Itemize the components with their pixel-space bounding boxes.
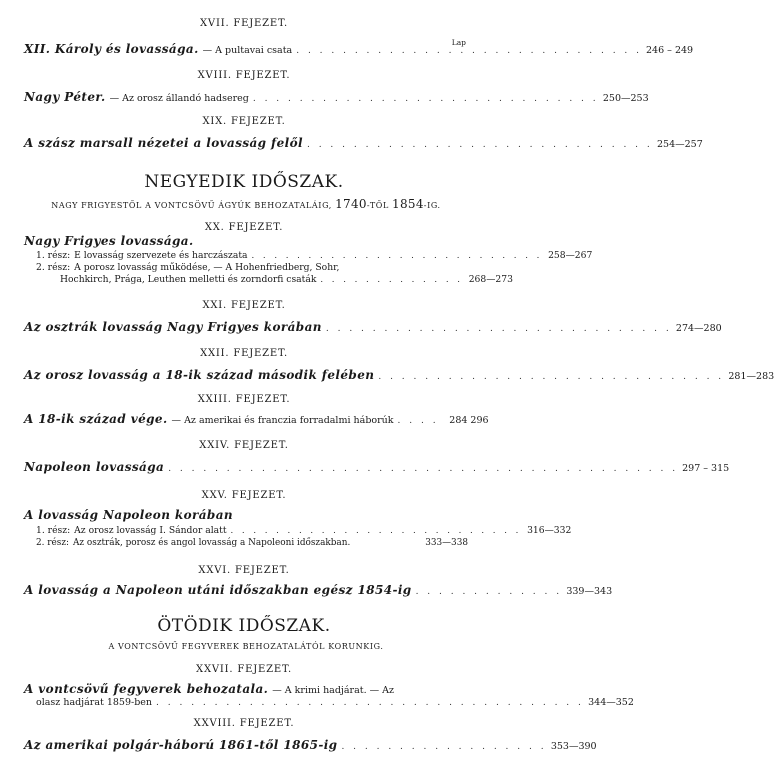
entry-title: Napoleon lovassága xyxy=(24,460,165,474)
entry-pages: 258—267 xyxy=(548,250,593,261)
leader-dots: . . . . . . . . . . . . . . . . . . . . . . . . . . xyxy=(230,526,522,536)
part-number: 2. rész: xyxy=(36,262,71,273)
entry-pages: 353—390 xyxy=(550,741,597,752)
chapter-heading: XXI. FEJEZET. xyxy=(202,300,286,311)
part-number: 1. rész: xyxy=(36,525,71,536)
entry-pages: 339—343 xyxy=(566,586,613,597)
toc-entry xyxy=(24,320,722,336)
part-number: 2. rész: xyxy=(36,538,70,548)
entry-title: Nagy Frigyes lovassága. xyxy=(24,234,194,248)
entry-title: A vontcsövű fegyverek behozatala. xyxy=(24,682,269,696)
entry-title: A szász marsall nézetei a lovasság felől xyxy=(24,136,303,150)
toc-subentry xyxy=(36,250,593,261)
entry-pages: 246 – 249 xyxy=(646,45,694,56)
toc-entry xyxy=(24,460,730,476)
toc-entry xyxy=(24,412,489,428)
section-year-start: 1740 xyxy=(335,197,367,211)
toc-entry xyxy=(24,42,694,58)
entry-subtitle: — Az amerikai és franczia forradalmi háborúk xyxy=(171,415,394,426)
chapter-heading: XX. FEJEZET. xyxy=(204,222,284,233)
entry-pages: 250—253 xyxy=(602,93,649,104)
leader-dots: . . . . . . . . . . . . . . . . . . . . . . . . . . . . . . xyxy=(325,324,672,334)
entry-title: XII. Károly és lovassága. xyxy=(24,42,199,56)
chapter-heading: XXV. FEJEZET. xyxy=(201,490,287,501)
entry-pages: 297 – 315 xyxy=(682,463,730,474)
entry-title: A 18-ik század vége. xyxy=(24,412,168,426)
toc-entry xyxy=(24,682,634,712)
section-subtitle-from: -TŐL xyxy=(366,201,389,210)
toc-entry xyxy=(24,90,649,106)
leader-dots: . . . . . . . . . . . . . . . . . . . . . . . . . . . . . . xyxy=(252,94,599,104)
entry-pages: 268—273 xyxy=(468,274,513,285)
toc-subentry-continuation xyxy=(60,274,513,285)
toc-subentry xyxy=(36,525,572,536)
entry-title: Az amerikai polgár-háború 1861-től 1865-ig xyxy=(24,738,338,752)
part-text: Hochkirch, Prága, Leuthen melletti és zorndorfi csaták xyxy=(60,274,317,285)
entry-title: A lovasság a Napoleon utáni időszakban egész 1854-ig xyxy=(24,583,412,597)
toc-subentry xyxy=(36,262,468,273)
entry-title: A lovasság Napoleon korában xyxy=(24,508,233,522)
section-subtitle: A VONTCSÖVŰ FEGYVEREK BEHOZATALÁTÓL KORUNKIG. xyxy=(108,642,384,651)
section-subtitle-to: -IG. xyxy=(423,201,441,210)
entry-subtitle-continued: olasz hadjárat 1859-ben xyxy=(36,697,153,708)
entry-pages: 344—352 xyxy=(588,697,634,708)
leader-dots: . . . . . . . . . . . . . . . . . . xyxy=(341,742,547,752)
entry-subtitle: — Az orosz állandó hadsereg xyxy=(109,93,249,104)
chapter-heading: XXIV. FEJEZET. xyxy=(199,440,289,451)
entry-continuation xyxy=(36,697,634,708)
entry-subtitle: — A pultavai csata xyxy=(202,45,293,56)
chapter-heading: XXIII. FEJEZET. xyxy=(197,394,291,405)
section-subtitle xyxy=(24,197,468,211)
entry-pages: 281—283 xyxy=(728,371,774,382)
part-text: A porosz lovasság működése, — A Hohenfriedberg, Sohr, xyxy=(74,262,340,273)
part-text: Az orosz lovasság I. Sándor alatt xyxy=(74,525,227,536)
section-subtitle-text: NAGY FRIGYESTŐL A VONTCSÖVŰ ÁGYÚK BEHOZATALÁIG, xyxy=(51,201,332,210)
leader-dots: . . . . . . . . . . . . . . . . . . . . . . . . . . . . . . xyxy=(306,140,653,150)
part-text: E lovasság szervezete és harczászata xyxy=(74,250,248,261)
toc-entry xyxy=(24,136,703,152)
entry-title: Az osztrák lovasság Nagy Frigyes korában xyxy=(24,320,322,334)
leader-dots: . . . . . . . . . . . . . . . . . . . . . . . . . . . . . . . . . . . . . . . . . . . . xyxy=(168,464,679,474)
chapter-heading: XXVII. FEJEZET. xyxy=(196,664,292,675)
leader-dots: . . . . . . . . . . . . . . . . . . . . . . . . . . xyxy=(251,251,543,261)
chapter-heading: XXVIII. FEJEZET. xyxy=(193,718,295,729)
toc-entry xyxy=(24,368,774,384)
entry-pages: 333—338 xyxy=(425,538,468,548)
section-title: ÖTÖDIK IDŐSZAK. xyxy=(157,616,331,636)
chapter-heading: XVII. FEJEZET. xyxy=(200,18,288,29)
leader-dots: . . . . . . . . . . . . . . . . . . . . . . . . . . . . . . . . . . . . . xyxy=(156,698,584,708)
entry-pages: 284 296 xyxy=(449,415,489,426)
entry-title: Nagy Péter. xyxy=(24,90,106,104)
entry-pages: 274—280 xyxy=(675,323,722,334)
leader-dots: . . . . . . . . . . . . . xyxy=(415,587,563,597)
leader-dots: . . . . xyxy=(397,416,439,426)
toc-subentry xyxy=(36,538,468,548)
entry-subtitle: — A krimi hadjárat. — Az xyxy=(272,685,394,696)
leader-dots: . . . . . . . . . . . . . . . . . . . . . . . . . . . . . . xyxy=(296,46,643,56)
toc-entry xyxy=(24,738,597,754)
section-title: NEGYEDIK IDŐSZAK. xyxy=(144,172,344,192)
part-number: 1. rész: xyxy=(36,250,71,261)
chapter-heading: XXVI. FEJEZET. xyxy=(198,565,290,576)
chapter-heading: XIX. FEJEZET. xyxy=(202,116,286,127)
entry-pages: 316—332 xyxy=(527,525,572,536)
section-year-end: 1854 xyxy=(392,197,424,211)
page-column-label: Lap xyxy=(451,38,466,47)
leader-dots: . . . . . . . . . . . . . xyxy=(320,275,463,285)
entry-title: Az orosz lovasság a 18-ik század második felében xyxy=(24,368,375,382)
chapter-heading: XXII. FEJEZET. xyxy=(200,348,288,359)
entry-pages: 254—257 xyxy=(657,139,703,150)
part-text: Az osztrák, porosz és angol lovasság a Napoleoni időszakban. xyxy=(73,538,351,548)
chapter-heading: XVIII. FEJEZET. xyxy=(197,70,291,81)
leader-dots: . . . . . . . . . . . . . . . . . . . . . . . . . . . . . . xyxy=(378,372,725,382)
toc-entry xyxy=(24,583,613,599)
